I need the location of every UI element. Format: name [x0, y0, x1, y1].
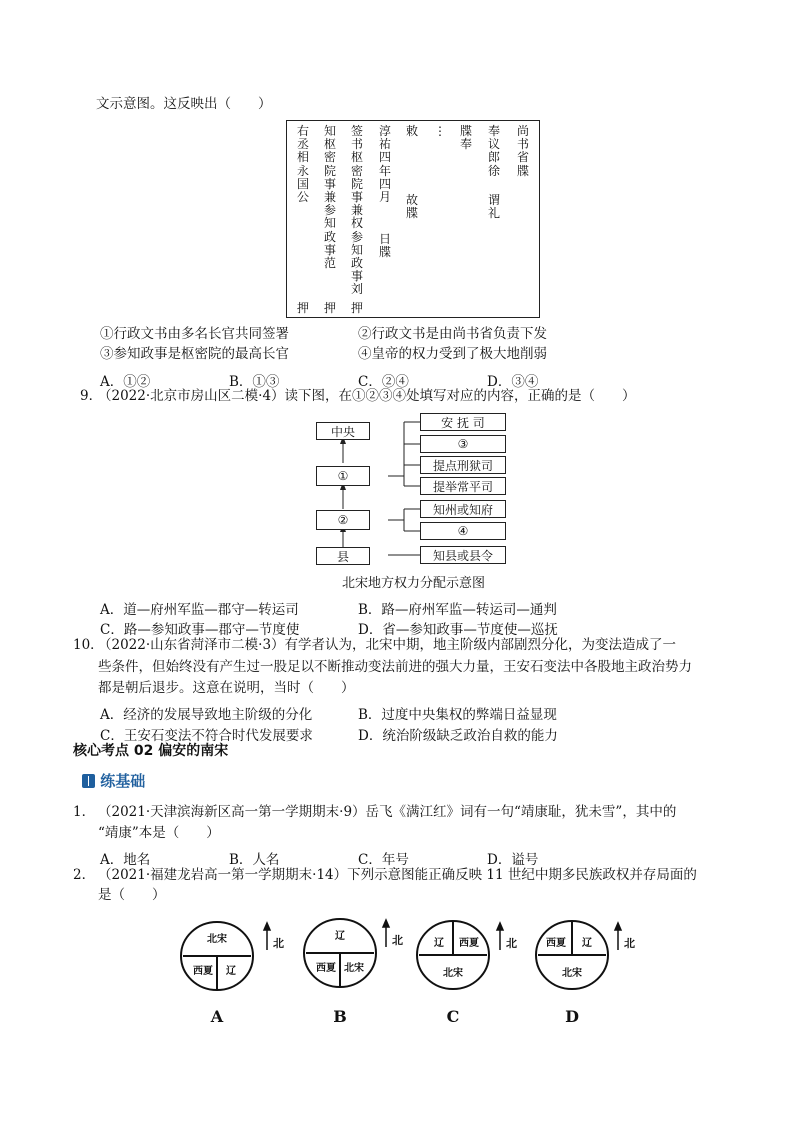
- statement: ①行政文书由多名长官共同签署: [100, 326, 289, 342]
- option-b[interactable]: B．路—府州军监—转运司—通判: [358, 602, 557, 618]
- region-label: 西夏: [546, 938, 566, 949]
- node-central: 中央: [316, 422, 370, 440]
- statement: ④皇帝的权力受到了极大地削弱: [358, 346, 547, 362]
- option-letter[interactable]: A: [210, 1007, 224, 1026]
- node-level2: ②: [316, 510, 370, 530]
- north-arrow-icon: [383, 920, 389, 927]
- node-level1: ①: [316, 466, 370, 486]
- question-stem-line: “靖康”本是（ ）: [98, 825, 220, 841]
- question-stem-line: 些条件，但始终没有产生过一股足以不断推动变法前进的强大力量，王安石变法中各股地主政治势力: [98, 659, 692, 675]
- option-letter[interactable]: C: [446, 1007, 460, 1026]
- question-stem: （2022·北京市房山区二模·4）读下图，在①②③④处填写对应的内容，正确的是（ ）: [98, 388, 636, 404]
- book-icon: [82, 774, 95, 788]
- north-arrow-icon: [615, 923, 621, 930]
- doc-column: 签 书 枢 密 院 事 兼 权 参 知 政 事 刘: [350, 124, 363, 297]
- region-label: 辽: [335, 931, 345, 942]
- question-number: 1．: [73, 804, 96, 820]
- question-number: 10．: [73, 637, 104, 653]
- doc-column: 谓 礼: [487, 193, 500, 221]
- option-b[interactable]: B．①③: [229, 374, 280, 390]
- option-c[interactable]: C．②④: [358, 374, 409, 390]
- node-county: 县: [316, 547, 370, 565]
- question-stem-line: （2021·天津滨海新区高一第一学期期末·9）岳飞《满江红》词有一句“靖康耻，犹未雪”，其中的: [98, 804, 677, 820]
- song-document-figure: [286, 120, 540, 318]
- north-label: 北: [273, 937, 284, 950]
- option-c[interactable]: C．路—参知政事—郡守—节度使: [100, 622, 300, 638]
- question-number: 9．: [80, 388, 103, 404]
- north-arrow-icon: [264, 923, 270, 930]
- option-d[interactable]: D．统治阶级缺乏政治自救的能力: [358, 728, 558, 744]
- option-a[interactable]: A．①②: [100, 374, 151, 390]
- option-d[interactable]: D．③④: [487, 374, 539, 390]
- question-stem-line: （2022·山东省菏泽市二模·3）有学者认为，北宋中期，地主阶级内部剧烈分化，为变法造成了一: [98, 637, 677, 653]
- question-stem-line: 是（ ）: [98, 887, 166, 903]
- option-d[interactable]: D．省—参知政事—节度使—巡抚: [358, 622, 558, 638]
- question-stem-continuation: 文示意图。这反映出（ ）: [96, 96, 272, 112]
- question-stem-line: 都是朝后退步。这意在说明，当时（ ）: [98, 680, 355, 696]
- practice-label: 练基础: [100, 772, 146, 790]
- doc-sign: 押: [324, 301, 337, 315]
- branch-box: ③: [420, 435, 506, 453]
- option-c[interactable]: C．王安石变法不符合时代发展要求: [100, 728, 313, 744]
- option-b[interactable]: B．人名: [229, 852, 280, 868]
- doc-column: 知 枢 密 院 事 兼 参 知 政 事 范: [323, 124, 336, 270]
- region-label: 西夏: [316, 963, 336, 974]
- doc-column: 右 丞 相 永 国 公: [296, 124, 309, 204]
- region-label: 辽: [434, 938, 444, 949]
- option-a[interactable]: A．经济的发展导致地主阶级的分化: [100, 707, 313, 723]
- option-d[interactable]: D．谥号: [487, 852, 539, 868]
- option-c[interactable]: C．年号: [358, 852, 409, 868]
- north-arrow-icon: [497, 923, 503, 930]
- north-label: 北: [392, 934, 403, 947]
- doc-sign: 押: [351, 301, 364, 315]
- practice-header: [82, 774, 145, 789]
- region-label: 西夏: [459, 938, 479, 949]
- diagram-caption: 北宋地方权力分配示意图: [342, 576, 486, 591]
- statement: ②行政文书是由尚书省负责下发: [358, 326, 547, 342]
- branch-box: 知县或县令: [420, 546, 506, 564]
- north-label: 北: [506, 937, 517, 950]
- region-label: 北宋: [344, 963, 364, 974]
- circle-options-figure: [170, 910, 650, 1030]
- branch-box: 提点刑狱司: [420, 456, 506, 474]
- section-title: 核心考点 02 偏安的南宋: [73, 743, 229, 759]
- option-a[interactable]: A．道—府州军监—郡守—转运司: [100, 602, 299, 618]
- region-label: 北宋: [207, 934, 227, 945]
- doc-column: 敕: [405, 124, 418, 138]
- north-label: 北: [624, 937, 635, 950]
- doc-column: ⋮: [434, 124, 446, 138]
- question-number: 2．: [73, 867, 96, 883]
- question-stem-line: （2021·福建龙岩高一第一学期期末·14）下列示意图能正确反映 11 世纪中期多民族政权并存局面的: [98, 867, 697, 883]
- doc-column: 牒 奉: [459, 124, 472, 152]
- region-label: 北宋: [562, 968, 582, 979]
- doc-column: 故 牒: [405, 193, 418, 221]
- option-letter[interactable]: D: [565, 1007, 579, 1026]
- branch-box: 提举常平司: [420, 477, 506, 495]
- branch-box: 安 抚 司: [420, 413, 506, 431]
- region-label: 西夏: [193, 966, 213, 977]
- doc-column: 尚 书 省 牒: [516, 124, 529, 178]
- branch-box: 知州或知府: [420, 500, 506, 518]
- statement: ③参知政事是枢密院的最高长官: [100, 346, 289, 362]
- doc-sign: 押: [297, 301, 310, 315]
- doc-column: 淳 祐 四 年 四 月: [378, 124, 391, 204]
- branch-box: ④: [420, 522, 506, 540]
- region-label: 北宋: [443, 968, 463, 979]
- doc-column: 奉 议 郎 徐: [487, 124, 500, 178]
- doc-column: 日 牒: [378, 232, 391, 260]
- region-label: 辽: [582, 938, 592, 949]
- option-letter[interactable]: B: [333, 1007, 347, 1026]
- region-label: 辽: [226, 966, 236, 977]
- option-a[interactable]: A．地名: [100, 852, 151, 868]
- option-b[interactable]: B．过度中央集权的弊端日益显现: [358, 707, 557, 723]
